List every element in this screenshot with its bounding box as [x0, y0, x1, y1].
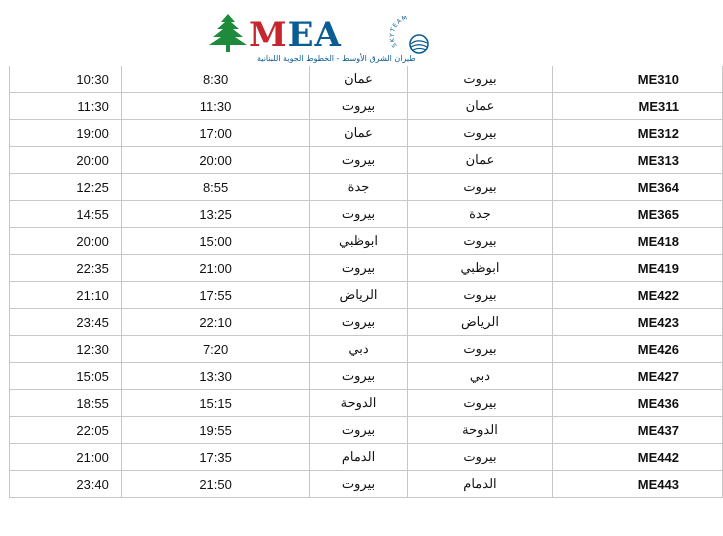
- destination-cell: بيروت: [310, 417, 407, 444]
- arrival-time-cell: 20:00: [10, 147, 122, 174]
- arrival-time-cell: 20:00: [10, 228, 122, 255]
- destination-cell: دبي: [310, 336, 407, 363]
- departure-time-cell: 17:00: [121, 120, 309, 147]
- destination-cell: بيروت: [310, 309, 407, 336]
- destination-cell: بيروت: [310, 471, 407, 498]
- origin-cell: بيروت: [407, 336, 552, 363]
- destination-cell: عمان: [310, 120, 407, 147]
- arrival-time-cell: 14:55: [10, 201, 122, 228]
- flight-number-cell: ME312: [553, 120, 723, 147]
- flight-number-cell: ME427: [553, 363, 723, 390]
- departure-time-cell: 15:00: [121, 228, 309, 255]
- table-row: [10, 390, 723, 417]
- skyteam-logo-icon: [389, 16, 437, 64]
- table-row: [10, 309, 723, 336]
- origin-cell: دبي: [407, 363, 552, 390]
- destination-cell: الرياض: [310, 282, 407, 309]
- header: [0, 0, 723, 66]
- arrival-time-cell: 11:30: [10, 93, 122, 120]
- origin-cell: الدوحة: [407, 417, 552, 444]
- departure-time-cell: 13:30: [121, 363, 309, 390]
- destination-cell: الدمام: [310, 444, 407, 471]
- mea-wordmark: [249, 15, 342, 55]
- flight-number-cell: ME418: [553, 228, 723, 255]
- arabic-tagline: طيران الشرق الأوسط - الخطوط الجوية اللبنانية: [257, 54, 416, 63]
- skyteam-label: SKYTEAM: [389, 16, 410, 49]
- table-row: [10, 444, 723, 471]
- flight-number-cell: ME436: [553, 390, 723, 417]
- arrival-time-cell: 22:35: [10, 255, 122, 282]
- flight-number-cell: ME310: [553, 66, 723, 93]
- flight-number-cell: ME313: [553, 147, 723, 174]
- wordmark-m: M: [249, 15, 288, 55]
- arrival-time-cell: 19:00: [10, 120, 122, 147]
- destination-cell: بيروت: [310, 93, 407, 120]
- destination-cell: بيروت: [310, 147, 407, 174]
- arrival-time-cell: 23:45: [10, 309, 122, 336]
- mea-logo: [205, 12, 445, 66]
- flight-number-cell: ME365: [553, 201, 723, 228]
- flight-number-cell: ME419: [553, 255, 723, 282]
- table-row: [10, 336, 723, 363]
- origin-cell: الدمام: [407, 471, 552, 498]
- table-row: [10, 228, 723, 255]
- origin-cell: جدة: [407, 201, 552, 228]
- flight-number-cell: ME442: [553, 444, 723, 471]
- departure-time-cell: 8:30: [121, 66, 309, 93]
- departure-time-cell: 17:55: [121, 282, 309, 309]
- departure-time-cell: 20:00: [121, 147, 309, 174]
- origin-cell: بيروت: [407, 66, 552, 93]
- flight-number-cell: ME437: [553, 417, 723, 444]
- destination-cell: بيروت: [310, 255, 407, 282]
- table-row: [10, 255, 723, 282]
- destination-cell: ابوظبي: [310, 228, 407, 255]
- table-row: [10, 471, 723, 498]
- origin-cell: ابوظبي: [407, 255, 552, 282]
- table-row: [10, 363, 723, 390]
- departure-time-cell: 21:00: [121, 255, 309, 282]
- flight-number-cell: ME422: [553, 282, 723, 309]
- destination-cell: الدوحة: [310, 390, 407, 417]
- destination-cell: بيروت: [310, 201, 407, 228]
- origin-cell: بيروت: [407, 120, 552, 147]
- destination-cell: جدة: [310, 174, 407, 201]
- arrival-time-cell: 23:40: [10, 471, 122, 498]
- table-row: [10, 147, 723, 174]
- cedar-tree-icon: [205, 12, 251, 54]
- origin-cell: بيروت: [407, 282, 552, 309]
- arrival-time-cell: 12:25: [10, 174, 122, 201]
- origin-cell: بيروت: [407, 444, 552, 471]
- flight-number-cell: ME443: [553, 471, 723, 498]
- flight-schedule-table: [9, 66, 723, 498]
- arrival-time-cell: 22:05: [10, 417, 122, 444]
- departure-time-cell: 8:55: [121, 174, 309, 201]
- departure-time-cell: 21:50: [121, 471, 309, 498]
- table-row: [10, 120, 723, 147]
- origin-cell: عمان: [407, 147, 552, 174]
- table-row: [10, 282, 723, 309]
- arrival-time-cell: 15:05: [10, 363, 122, 390]
- arrival-time-cell: 21:10: [10, 282, 122, 309]
- arrival-time-cell: 18:55: [10, 390, 122, 417]
- departure-time-cell: 11:30: [121, 93, 309, 120]
- table-row: [10, 417, 723, 444]
- table-row: [10, 66, 723, 93]
- destination-cell: عمان: [310, 66, 407, 93]
- departure-time-cell: 22:10: [121, 309, 309, 336]
- flight-number-cell: ME311: [553, 93, 723, 120]
- departure-time-cell: 13:25: [121, 201, 309, 228]
- departure-time-cell: 17:35: [121, 444, 309, 471]
- flight-number-cell: ME423: [553, 309, 723, 336]
- departure-time-cell: 19:55: [121, 417, 309, 444]
- departure-time-cell: 15:15: [121, 390, 309, 417]
- flight-number-cell: ME364: [553, 174, 723, 201]
- arrival-time-cell: 21:00: [10, 444, 122, 471]
- svg-text:SKYTEAM: [389, 16, 409, 48]
- departure-time-cell: 7:20: [121, 336, 309, 363]
- table-row: [10, 201, 723, 228]
- flight-number-cell: ME426: [553, 336, 723, 363]
- arrival-time-cell: 12:30: [10, 336, 122, 363]
- origin-cell: عمان: [407, 93, 552, 120]
- wordmark-ea: EA: [287, 15, 342, 55]
- destination-cell: بيروت: [310, 363, 407, 390]
- origin-cell: الرياض: [407, 309, 552, 336]
- origin-cell: بيروت: [407, 228, 552, 255]
- origin-cell: بيروت: [407, 390, 552, 417]
- table-row: [10, 93, 723, 120]
- origin-cell: بيروت: [407, 174, 552, 201]
- arrival-time-cell: 10:30: [10, 66, 122, 93]
- table-row: [10, 174, 723, 201]
